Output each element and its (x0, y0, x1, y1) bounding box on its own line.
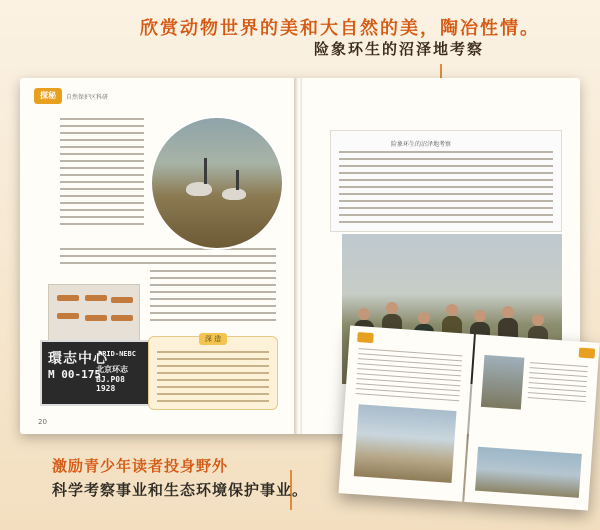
ring-line2-right: 北京环志 (96, 365, 128, 374)
note-title: 深 造 (199, 333, 227, 345)
tagline-line1: 激励青少年读者投身野外 (52, 457, 229, 475)
ring-code-main: 環志中心 (48, 351, 108, 367)
tagline-line2: 科学考察事业和生态环境保护事业。 (52, 481, 309, 499)
crane-photo (150, 116, 284, 250)
body-text-block-3 (150, 270, 276, 326)
ring-code-right: PRID-NEBC (98, 350, 136, 358)
small-book-crane-photo (481, 355, 525, 410)
article-box-title: 险象环生的沼泽地考察 (391, 141, 452, 148)
rings-photo (48, 284, 140, 342)
article-box (330, 130, 562, 232)
page-number: 20 (38, 418, 47, 426)
crane-figure (222, 188, 246, 200)
small-book-text (355, 348, 462, 405)
article-box-text (339, 151, 553, 228)
small-book-cranes-photo (475, 447, 582, 498)
crane-neck (204, 158, 207, 184)
ring-line3-right: BJ.P08 1928 (96, 375, 125, 393)
section-header: 自然保护区科研 (66, 94, 109, 101)
small-book-boat-photo (354, 404, 457, 483)
headline-line1: 欣赏动物世界的美和大自然的美，陶冶性情。 (140, 18, 540, 39)
note-text (157, 351, 269, 407)
left-page (20, 78, 296, 434)
small-book-right-page (464, 334, 599, 510)
small-book-logo (357, 332, 374, 343)
crane-neck (236, 170, 239, 190)
small-book-preview (338, 325, 599, 512)
ring-line2-left: M 00-175 (48, 368, 101, 381)
body-text-block (60, 118, 144, 230)
section-logo: 探秘 (34, 88, 62, 104)
small-book-left-page (339, 325, 474, 501)
headline-line2: 险象环生的沼泽地考察 (314, 40, 485, 58)
bird-ring-plate (40, 340, 150, 406)
small-book-logo (579, 348, 596, 359)
crane-figure (186, 182, 212, 196)
bottom-tagline (52, 454, 308, 502)
small-book-text (527, 362, 588, 406)
note-box (148, 336, 278, 410)
body-text-block-2 (60, 248, 276, 269)
